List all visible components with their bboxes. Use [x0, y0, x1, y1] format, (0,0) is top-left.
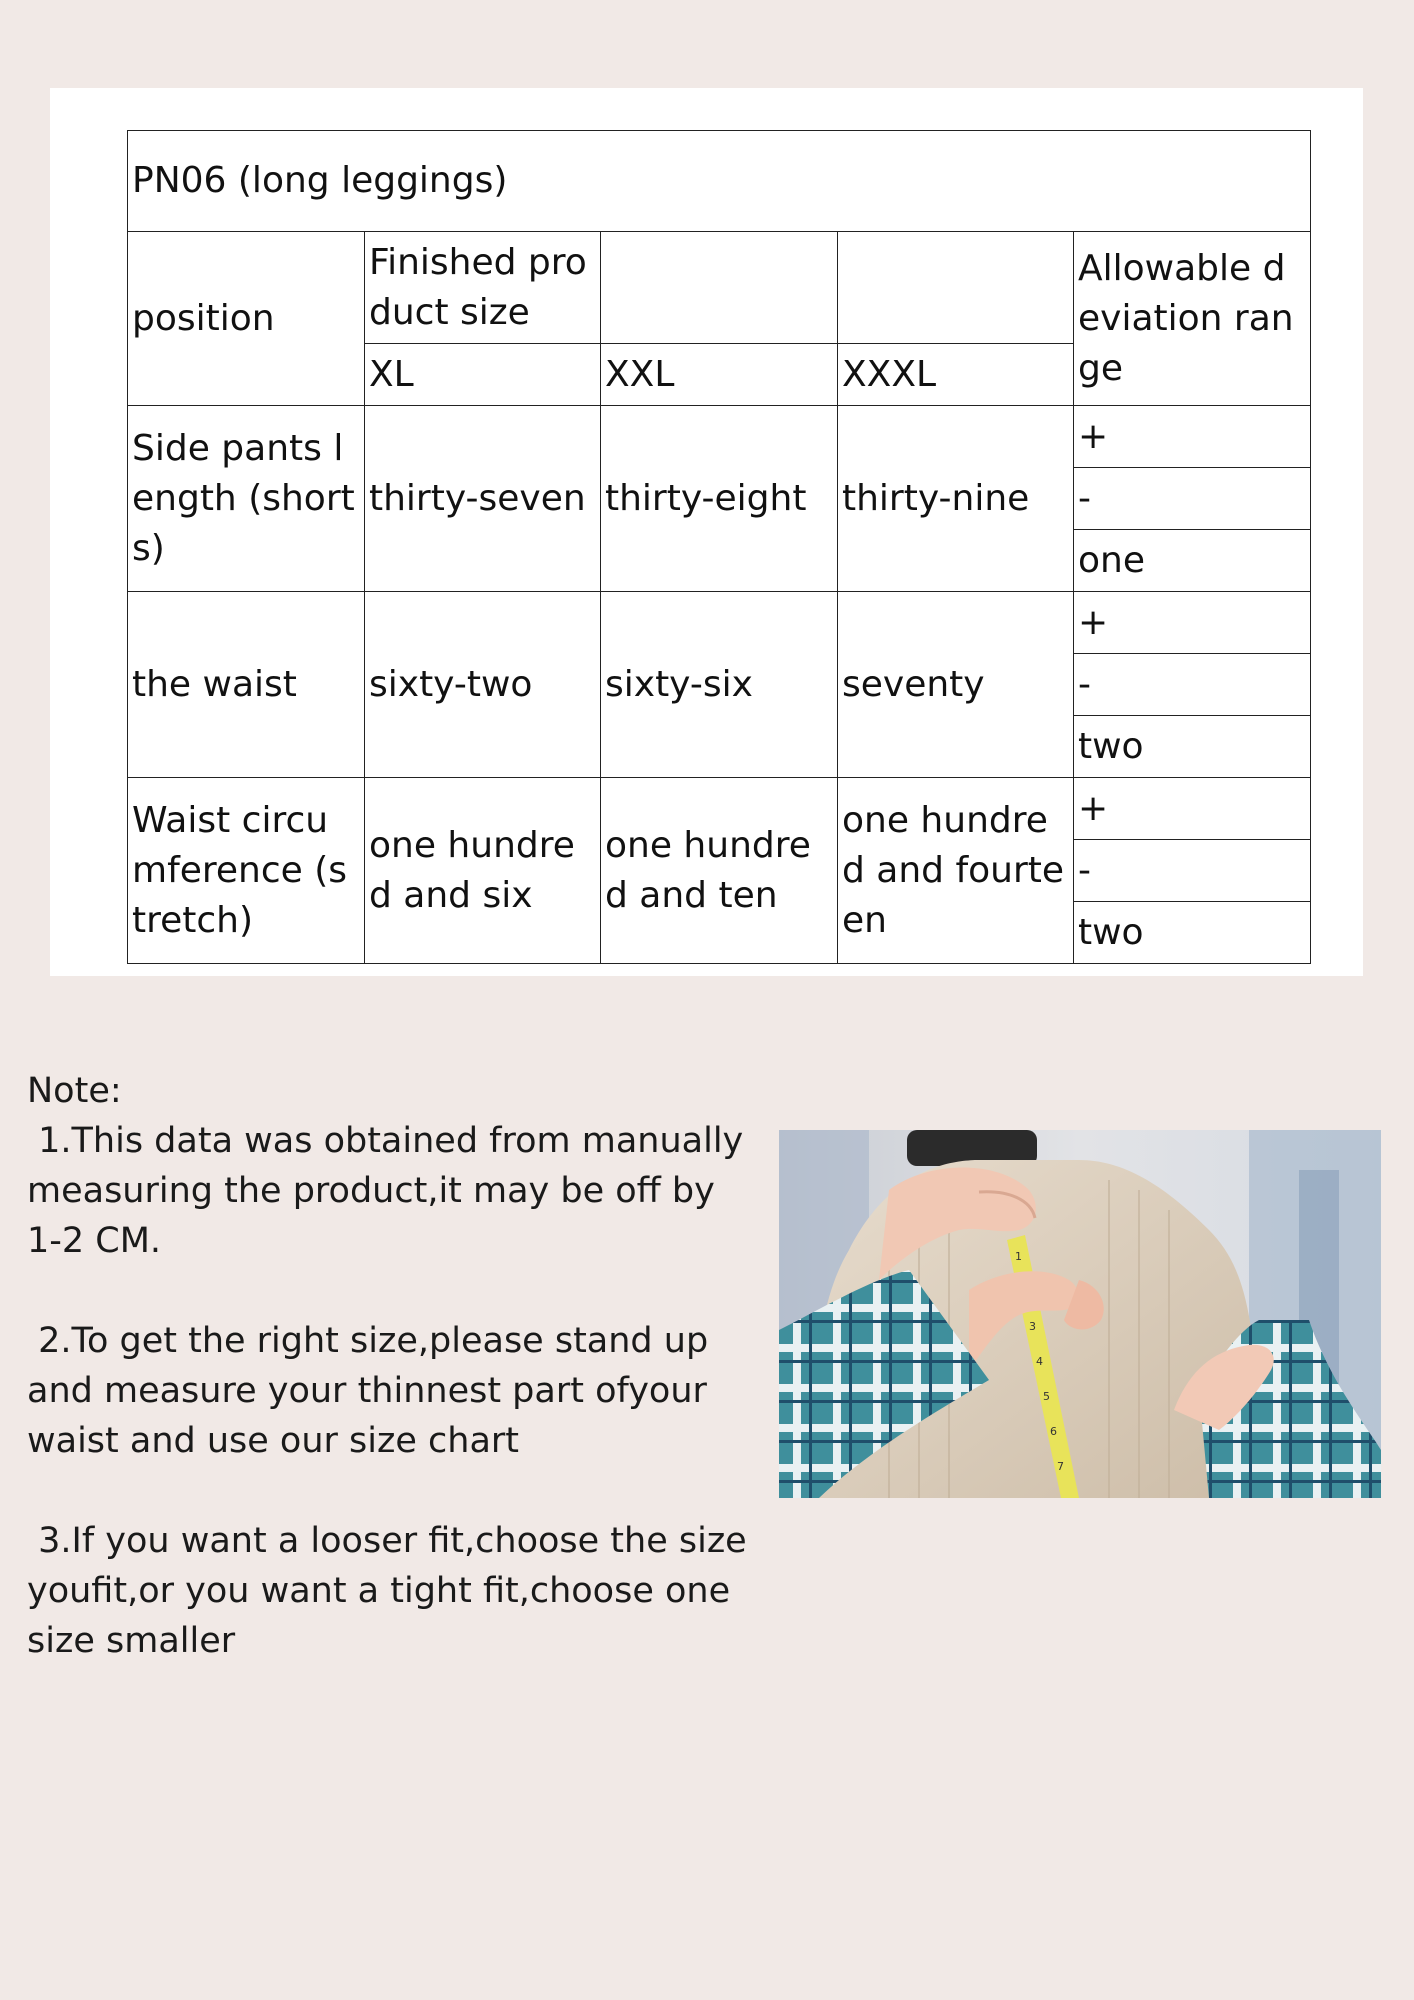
note-item-1: 1.This data was obtained from manually measuring the product,it may be off by 1-2 CM.: [27, 1121, 755, 1261]
deviation-minus: -: [1074, 840, 1311, 902]
size-header-xl: XL: [365, 344, 601, 406]
row-value-xxl: thirty-eight: [601, 406, 838, 592]
table-row: [128, 592, 1311, 654]
table-header-row: [128, 232, 1311, 344]
size-header-xxxl: XXXL: [838, 344, 1074, 406]
note-item-2: 2.To get the right size,please stand up and measure your thinnest part ofyour waist and use our size chart: [27, 1321, 720, 1461]
notes-section: [27, 1066, 758, 1666]
tape-mark: 4: [1036, 1355, 1043, 1368]
finished-size-header: Finished product size: [365, 232, 601, 344]
row-value-xl: sixty-two: [365, 592, 601, 778]
table-row: [128, 406, 1311, 468]
deviation-plus: +: [1074, 592, 1311, 654]
row-position: Side pants length (shorts): [128, 406, 365, 592]
empty-header-cell: [838, 232, 1074, 344]
row-position: the waist: [128, 592, 365, 778]
size-header-xxl: XXL: [601, 344, 838, 406]
row-value-xxxl: thirty-nine: [838, 406, 1074, 592]
table-title-row: [128, 131, 1311, 232]
note-item-3: 3.If you want a looser fit,choose the size youfit,or you want a tight fit,choose one size smaller: [27, 1521, 758, 1661]
row-value-xxxl: one hundred and fourteen: [838, 778, 1074, 964]
spacer: [27, 1466, 747, 1516]
tape-mark: 6: [1050, 1425, 1057, 1438]
deviation-plus: +: [1074, 778, 1311, 840]
measuring-tape-photo: [779, 1130, 1381, 1498]
row-value-xl: thirty-seven: [365, 406, 601, 592]
tape-mark: 1: [1015, 1250, 1022, 1263]
table-row: [128, 778, 1311, 840]
deviation-minus: -: [1074, 654, 1311, 716]
row-value-xl: one hundred and six: [365, 778, 601, 964]
row-position: Waist circumference (stretch): [128, 778, 365, 964]
tape-mark: 7: [1057, 1460, 1064, 1473]
deviation-value: two: [1074, 716, 1311, 778]
deviation-header: Allowable deviation range: [1074, 232, 1311, 406]
tape-mark: 5: [1043, 1390, 1050, 1403]
table-title: PN06 (long leggings): [128, 131, 1311, 232]
spacer: [27, 1266, 747, 1316]
deviation-plus: +: [1074, 406, 1311, 468]
tape-mark: 3: [1029, 1320, 1036, 1333]
row-value-xxxl: seventy: [838, 592, 1074, 778]
size-chart-table: [127, 130, 1311, 964]
position-header: position: [128, 232, 365, 406]
deviation-value: two: [1074, 902, 1311, 964]
row-value-xxl: one hundred and ten: [601, 778, 838, 964]
empty-header-cell: [601, 232, 838, 344]
row-value-xxl: sixty-six: [601, 592, 838, 778]
deviation-value: one: [1074, 530, 1311, 592]
deviation-minus: -: [1074, 468, 1311, 530]
notes-heading: Note:: [27, 1071, 122, 1111]
